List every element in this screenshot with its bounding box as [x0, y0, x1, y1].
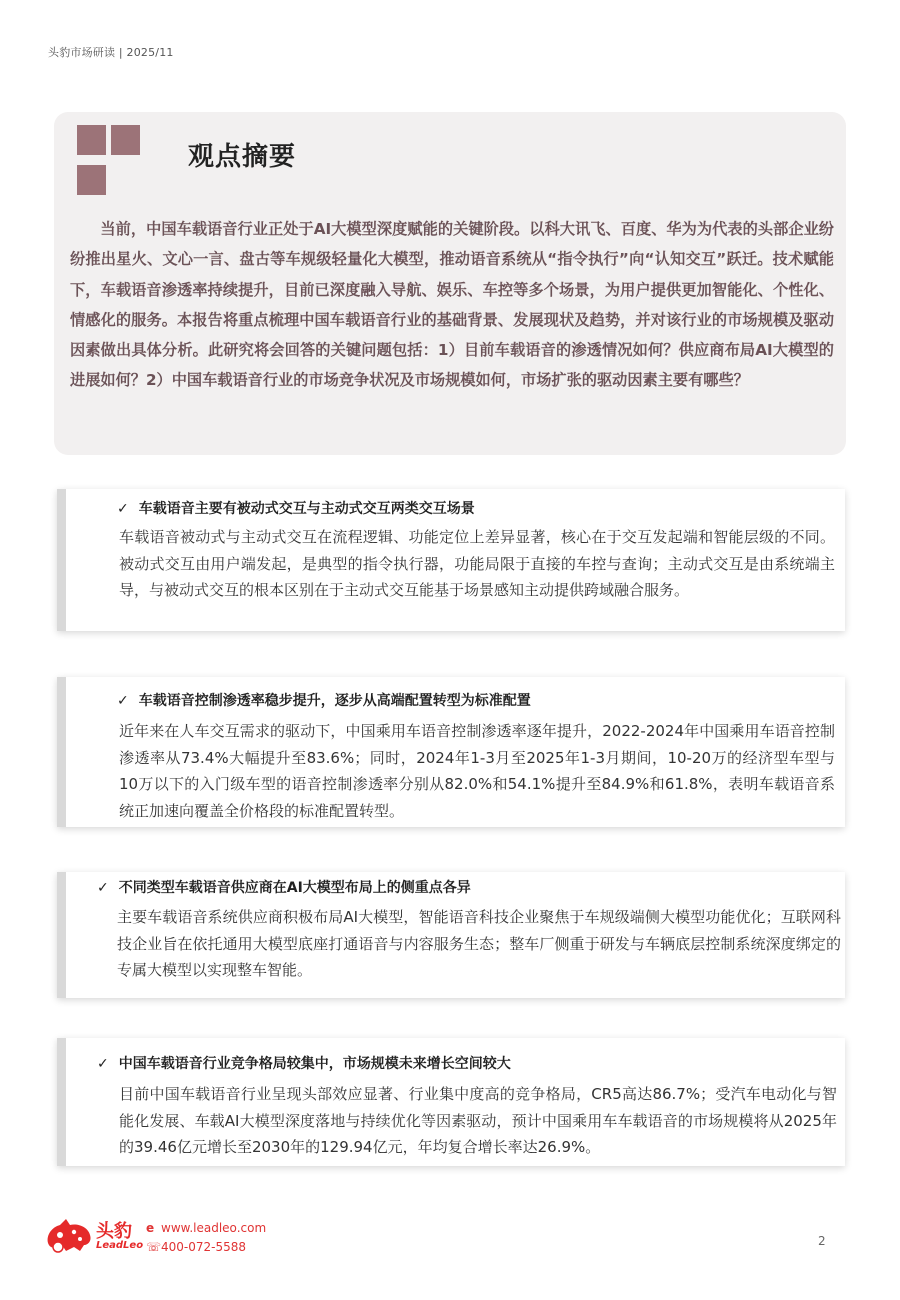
decorative-square: [77, 125, 106, 155]
card-title: [117, 498, 475, 518]
decorative-square: [111, 125, 140, 155]
summary-title: 观点摘要: [188, 142, 297, 172]
key-point-card: [57, 489, 845, 631]
key-point-card: [57, 677, 845, 827]
card-title: [97, 1053, 511, 1073]
card-body: 近年来在人车交互需求的驱动下，中国乘用车语音控制渗透率逐年提升，2022-2024年中国乘用车语音控制渗透率从73.4%大幅提升至83.6%；同时，2024年1-3月至2025年1-3月期间，10-20万的经济型车型与10万以下的入门级车型的语音控制渗透率分别从82.0%和54.1%提升至84.9%和61.8%，表明车载语音系统正加速向覆盖全价格段的标准配置转型。: [119, 722, 835, 820]
card-title-text: 不同类型车载语音供应商在AI大模型布局上的侧重点各异: [118, 880, 471, 896]
check-icon: ✓: [117, 501, 129, 517]
phone-number: 400-072-5588: [161, 1240, 247, 1254]
decorative-square: [77, 165, 106, 195]
page-number: 2: [818, 1234, 826, 1248]
header-meta: 头豹市场研读 | 2025/11: [48, 46, 174, 59]
summary-text: 当前，中国车载语音行业正处于AI大模型深度赋能的关键阶段。以科大讯飞、百度、华为为代表的头部企业纷纷推出星火、文心一言、盘古等车规级轻量化大模型，推动语音系统从“指令执行”向“认知交互”跃迁。技术赋能下，车载语音渗透率持续提升，目前已深度融入导航、娱乐、车控等多个场景，为用户提供更加智能化、个性化、情感化的服务。本报告将重点梳理中国车载语音行业的基础背景、发展现状及趋势，并对该行业的市场规模及驱动因素做出具体分析。此研究将会回答的关键问题包括：1）目前车载语音的渗透情况如何？供应商布局AI大模型的进展如何？2）中国车载语音行业的市场竞争状况及市场规模如何，市场扩张的驱动因素主要有哪些？: [70, 220, 834, 390]
brand-name-cn: 头豹: [96, 1221, 132, 1242]
phone-contact: [146, 1240, 246, 1254]
check-icon: ✓: [117, 693, 129, 709]
brand-name-en: LeadLeo: [96, 1240, 144, 1251]
card-body: 车载语音被动式与主动式交互在流程逻辑、功能定位上差异显著，核心在于交互发起端和智能层级的不同。被动式交互由用户端发起，是典型的指令执行器，功能局限于直接的车控与查询；主动式交互是由系统端主导，与被动式交互的根本区别在于主动式交互能基于场景感知主动提供跨域融合服务。: [119, 528, 835, 600]
web-icon: e: [146, 1221, 155, 1235]
phone-icon: ☏: [146, 1240, 162, 1254]
website-contact[interactable]: [146, 1221, 266, 1235]
card-body: 主要车载语音系统供应商积极布局AI大模型，智能语音科技企业聚焦于车规级端侧大模型功能优化；互联网科技企业旨在依托通用大模型底座打通语音与内容服务生态；整车厂侧重于研发与车辆底层控制系统深度绑定的专属大模型以实现整车智能。: [117, 908, 841, 980]
card-title: [117, 690, 531, 710]
check-icon: ✓: [97, 1056, 109, 1072]
card-title: [97, 877, 471, 897]
key-point-card: [57, 872, 845, 998]
card-title-text: 中国车载语音行业竞争格局较集中，市场规模未来增长空间较大: [118, 1056, 511, 1072]
website-link[interactable]: www.leadleo.com: [161, 1221, 267, 1235]
card-body: 目前中国车载语音行业呈现头部效应显著、行业集中度高的竞争格局，CR5高达86.7%；受汽车电动化与智能化发展、车载AI大模型深度落地与持续优化等因素驱动，预计中国乘用车车载语音的市场规模将从2025年的39.46亿元增长至2030年的129.94亿元，年均复合增长率达26.9%。: [119, 1085, 837, 1157]
card-title-text: 车载语音控制渗透率稳步提升，逐步从高端配置转型为标准配置: [138, 693, 531, 709]
key-point-card: [57, 1038, 845, 1166]
card-title-text: 车载语音主要有被动式交互与主动式交互两类交互场景: [138, 501, 475, 517]
check-icon: ✓: [97, 880, 109, 896]
leopard-logo-icon: [44, 1215, 94, 1257]
summary-box: [54, 112, 846, 455]
